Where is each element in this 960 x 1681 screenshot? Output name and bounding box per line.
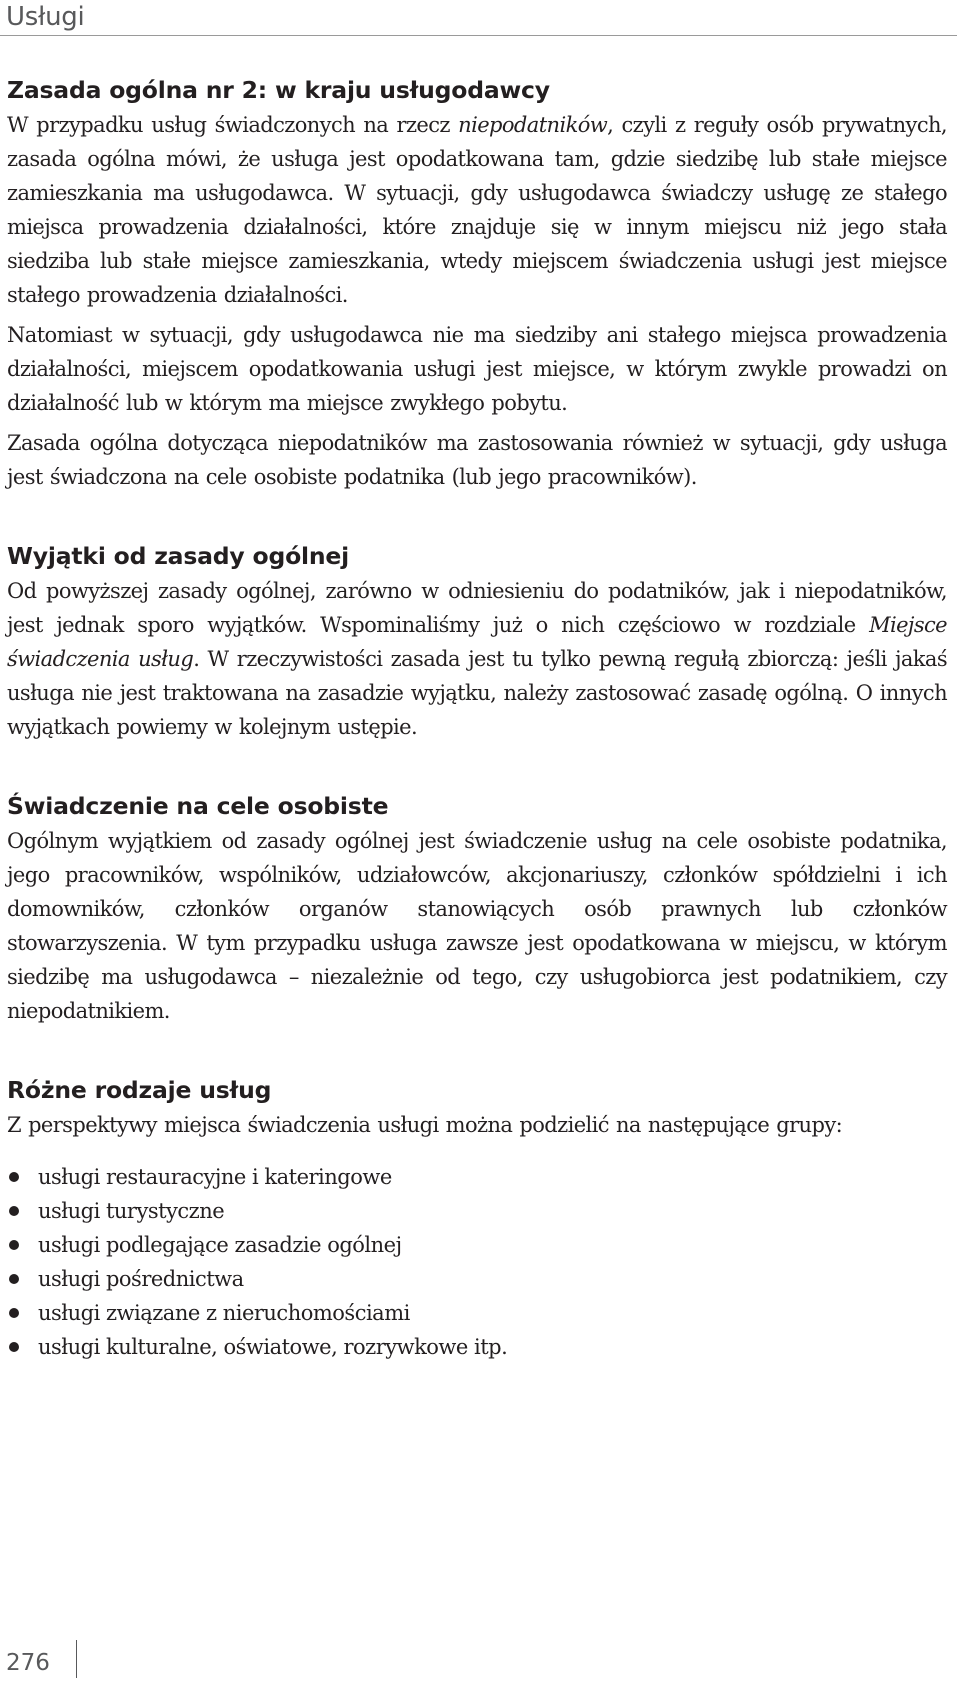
list-item [7, 1262, 947, 1296]
page-number: 276 [6, 1650, 50, 1676]
section-heading: Świadczenie na cele osobiste [7, 792, 389, 820]
page-number-rule [76, 1640, 77, 1678]
section-personal-purposes [7, 788, 947, 1028]
section-heading: Różne rodzaje usług [7, 1076, 272, 1104]
list-item-text: usługi turystyczne [38, 1199, 225, 1223]
text-run: Od powyższej zasady ogólnej, zarówno w odniesieniu do podatników, jak i niepodatników, jest jednak sporo wyjątków. Wspominaliśmy już o nich częściowo w rozdziale [7, 579, 947, 637]
bullet-icon [9, 1240, 19, 1250]
paragraph: Ogólnym wyjątkiem od zasady ogólnej jest świadczenie usług na cele osobiste podatnika, jego pracowników, wspólników, udziałowców, akcjonariuszy, członków spółdzielni i ich domowników, członków organów stanowiących osób prawnych lub członków stowarzyszenia. W tym przypadku usługa zawsze jest opodatkowana w miejscu, w którym siedzibę ma usługodawca – niezależnie od tego, czy usługobiorca jest podatnikiem, czy niepodatnikiem. [7, 829, 947, 1023]
list-item [7, 1194, 947, 1228]
section-general-rule [7, 72, 947, 494]
list-item [7, 1160, 947, 1194]
list-item-text: usługi pośrednictwa [38, 1267, 244, 1291]
list-item [7, 1228, 947, 1262]
bullet-icon [9, 1172, 19, 1182]
list-item [7, 1330, 947, 1364]
paragraph: Z perspektywy miejsca świadczenia usługi można podzielić na następujące grupy: [7, 1113, 843, 1137]
paragraph [7, 108, 947, 312]
list-item-text: usługi restauracyjne i kateringowe [38, 1165, 392, 1189]
list-item-text: usługi kulturalne, oświatowe, rozrywkowe itp. [38, 1335, 508, 1359]
text-run: W przypadku usług świadczonych na rzecz [7, 113, 459, 137]
section-exceptions [7, 538, 947, 744]
paragraph: Natomiast w sytuacji, gdy usługodawca nie ma siedziby ani stałego miejsca prowadzenia działalności, miejscem opodatkowania usługi jest miejsce, w którym zwykle prowadzi on działalność lub w którym ma miejsce zwykłego pobytu. [7, 323, 947, 415]
paragraph: Zasada ogólna dotycząca niepodatników ma zastosowania również w sytuacji, gdy usługa jest świadczona na cele osobiste podatnika (lub jego pracowników). [7, 431, 947, 489]
service-types-list [7, 1160, 947, 1364]
running-head: Usługi [6, 2, 85, 32]
bullet-icon [9, 1342, 19, 1352]
list-item [7, 1296, 947, 1330]
bullet-icon [9, 1308, 19, 1318]
section-heading: Wyjątki od zasady ogólnej [7, 542, 349, 570]
list-item-text: usługi związane z nieruchomościami [38, 1301, 410, 1325]
bullet-icon [9, 1206, 19, 1216]
text-run: . W rzeczywistości zasada jest tu tylko pewną regułą zbiorczą: jeśli jakaś usługa nie jest traktowana na zasadzie wyjątku, należy zastosować zasadę ogólną. O innych wyjątkach powiemy w kolejnym ustępie. [7, 647, 948, 739]
section-heading: Zasada ogólna nr 2: w kraju usługodawcy [7, 76, 550, 104]
section-service-types [7, 1072, 947, 1364]
list-item-text: usługi podlegające zasadzie ogólnej [38, 1233, 402, 1257]
header-rule [0, 35, 957, 36]
bullet-icon [9, 1274, 19, 1284]
emphasis-text: niepodatników [458, 113, 608, 137]
paragraph [7, 574, 947, 744]
page-content [7, 72, 947, 1364]
text-run: , czyli z reguły osób prywatnych, zasada ogólna mówi, że usługa jest opodatkowana tam, gdzie siedzibę lub stałe miejsce zamieszkania ma usługodawca. W sytuacji, gdy usługodawca świadczy usługę ze stałego miejsca prowadzenia działalności, które znajduje się w innym miejscu niż jego stała siedziba lub stałe miejsce zamieszkania, wtedy miejscem świadczenia usługi jest miejsce stałego prowadzenia działalności. [7, 113, 947, 307]
emphasis-text: Miejsce świadczenia usług [7, 613, 947, 671]
